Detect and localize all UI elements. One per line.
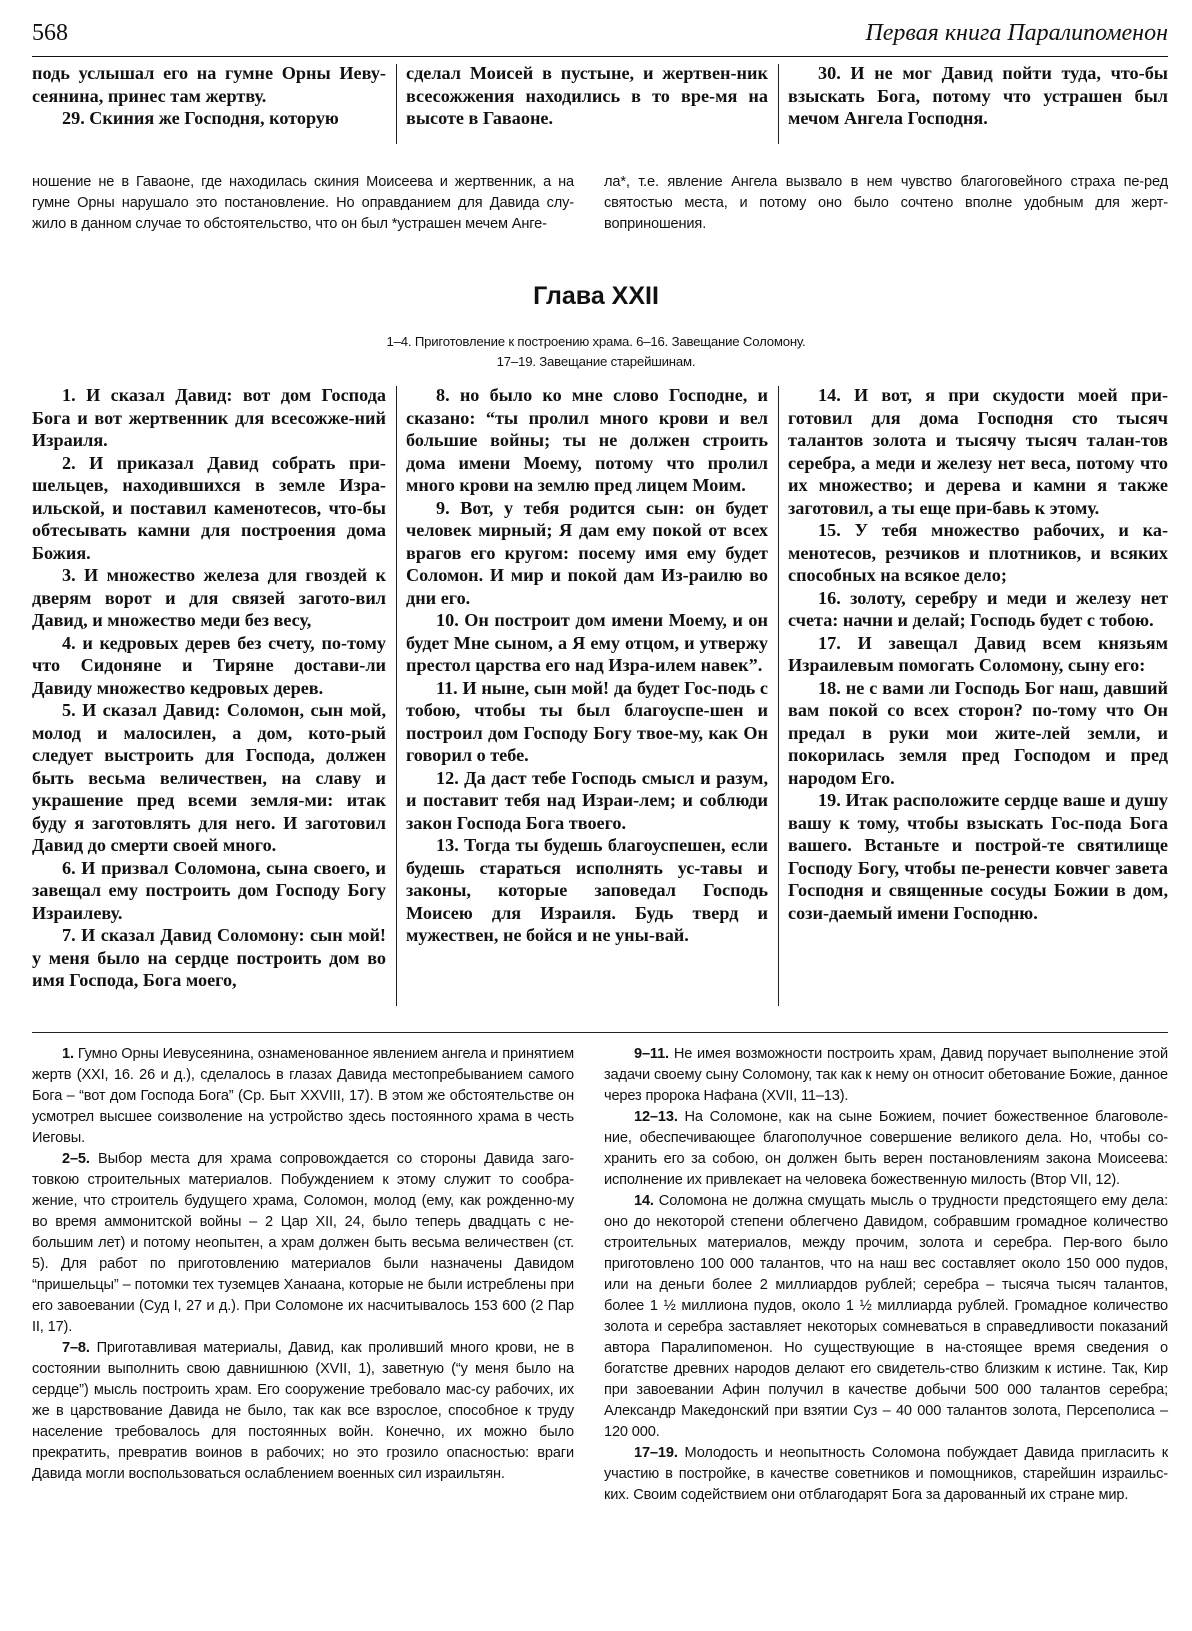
top-commentary-left [32,172,574,235]
verse: 17. И завещал Давид всем князьям Израилевым помогать Соломону, сыну его: [788,632,1168,675]
verse: 4. и кедровых дерев без счету, по-тому что Сидоняне и Тиряне достави-ли Давиду множество кедровых дерев. [32,632,386,698]
chapter-summary-line: 17–19. Завещание старейшинам. [496,354,696,369]
verse: 7. И сказал Давид Соломону: сын мой! у меня было на сердце построить дом во имя Господа, Бога моего, [32,925,386,990]
verse: 1. И сказал Давид: вот дом Господа Бога и вот жертвенник для всесожже-ний Израиля. [32,385,386,450]
verse-text: подь услышал его на гумне Орны Иеву-сеянина, принес там жертву. [32,63,386,106]
verse: 8. но было ко мне слово Господне, и сказано: “ты пролил много крови и вел большие войны; ты не должен строить дома имени Моему, потому что пролил много крови на землю пред лицем Моим. [406,385,768,495]
footnote-separator [32,1032,1168,1033]
verse: 12. Да даст тебе Господь смысл и разум, и поставит тебя над Израи-лем; и соблюди закон Господа Бога твоего. [406,767,768,833]
verse-text: 29. Скиния же Господня, которую [62,108,339,128]
commentary-note [604,1191,1168,1443]
commentary-text: На Соломоне, как на сыне Божием, почиет божественное благоволе-ние, обеспечивающее благополучное совершение великого дела. Но, чтобы со-хранить его за собою, он должен быть верен постановлениям закона Моисеева: исполнение их привлекает на человека божественную милость (Втор VII, 12). [604,1109,1168,1188]
commentary-text: Соломона не должна смущать мысль о трудности предстоящего ему дела: оно до некоторой степени облегчено Давидом, собравшим громадное количество строительных материалов, между прочим, золота и серебра. Пер-вого было приготовлено 100 000 талантов, что на наш вес составляет около 150 000 пудов, или на деньги более 2 миллиардов рублей; серебра – тысяча тысяч талантов, более 1 ½ миллиона пудов, около 1 ½ миллиарда рублей. Громадное количество золота и серебра заставляет некоторых сомневаться в справедливости показаний автора Паралипоменон. Но существующие в на-стоящее время сведения о богатстве древних народов делают его свидетель-ство близким к истине. Так, Кир при завоевании Афин получил в качестве добычи 500 000 талантов серебра; Александр Македонский при взятии Суз – 40 000 талантов золота, Персеполиса – 120 000. [604,1193,1168,1440]
commentary-ref: 12–13. [634,1109,678,1125]
top-verses-col3 [788,62,1168,130]
column-rule [778,386,779,1006]
chapter-summary-line: 1–4. Приготовление к построению храма. 6–16. Завещание Соломону. [386,334,806,349]
verse: 2. И приказал Давид собрать при-шельцев, находившихся в земле Изра-ильской, и поставил каменотесов, что-бы обтесывать камни для построения дома Божия. [32,452,386,563]
verse: 9. Вот, у тебя родится сын: он будет человек мирный; Я дам ему покой от всех врагов его кругом: посему имя ему будет Соломон. И мир и покой дам Из-раилю во дни его. [406,497,768,608]
verse: 6. И призвал Соломона, сына своего, и завещал ему построить дом Господу Богу Израилеву. [32,857,386,923]
verse: 3. И множество железа для гвоздей к дверям ворот и для связей загото-вил Давид, и множество меди без весу, [32,565,386,630]
commentary-note [32,1149,574,1338]
verse: 10. Он построит дом имени Моему, и он будет Мне сыном, а Я ему отцом, и утвержу престол царства его над Изра-илем навек”. [406,610,768,675]
commentary-note [32,1044,574,1149]
commentary-note [32,1338,574,1485]
commentary-left [32,1044,574,1485]
commentary-ref: 1. [62,1046,74,1062]
commentary-text: Молодость и неопытность Соломона побуждает Давида пригласить к участию в постройке, в качестве советников и помощников, старейшин израильс-ких. Своим содействием они отблагодарят Бога за дарованный их стране мир. [604,1445,1168,1503]
commentary-ref: 14. [634,1193,654,1209]
verse-text: 30. И не мог Давид пойти туда, что-бы взыскать Бога, потому что устрашен был мечом Ангела Господня. [788,63,1168,128]
verses-col2 [406,384,768,947]
top-verses-col2 [406,62,768,130]
top-verses-col1 [32,62,386,130]
verse: 5. И сказал Давид: Соломон, сын мой, молод и малосилен, а дом, кото-рый следует выстроить для Господа, должен быть весьма величествен, на славу и украшение пред всеми земля-ми: итак буду я заготовлять для него. И заготовил Давид до смерти своей много. [32,700,386,855]
verse: 14. И вот, я при скудости моей при-готовил для дома Господня сто тысяч талантов золота и тысячу тысяч талан-тов серебра, а меди и железу нет веса, потому что их множество; и дерева и камни я также заготовил, а ты еще при-бавь к этому. [788,385,1168,518]
verses-col1 [32,384,386,992]
verses-col3 [788,384,1168,924]
verse: 15. У тебя множество рабочих, и ка-менотесов, резчиков и плотников, и всяких способных на всякое дело; [788,520,1168,585]
commentary-text: ла*, т.е. явление Ангела вызвало в нем чувство благоговейного страха пе-ред святостью места, и потому оно было сочтено вполне удобным для жерт-воприношения. [604,174,1168,232]
top-commentary-right [604,172,1168,235]
commentary-right [604,1044,1168,1506]
column-rule [396,64,397,144]
page-header [32,14,1168,57]
verse: 16. золоту, серебру и меди и железу нет счета: начни и делай; Господь будет с тобою. [788,587,1168,630]
column-rule [778,64,779,144]
verse: 19. Итак расположите сердце ваше и душу вашу к тому, чтобы взыскать Гос-пода Бога вашего. Встаньте и построй-те святилище Господу Богу, чтобы пе-ренести ковчег завета Господня и священные сосуды Божии в дом, сози-даемый имени Господню. [788,790,1168,923]
commentary-text: Не имея возможности построить храм, Давид поручает выполнение этой задачи своему сыну Соломону, так как к нему он относит обетование Божие, данное через пророка Нафана (XVII, 11–13). [604,1046,1168,1104]
commentary-ref: 7–8. [62,1340,90,1356]
commentary-note [604,1443,1168,1506]
commentary-text: Приготавливая материалы, Давид, как проливший много крови, не в состоянии выполнить свою давнишнюю (XVII, 1), заветную (“у меня было на сердце”) мысль построить храм. Его сооружение требовало мас-су рабочих, их же в царствование Давида не было, так как все взрослое, способное к труду население требовалось для постоянных войн. Конечно, их можно было прекратить, превратив воинов в рабочих; но это грозило опасностью: враги Давида могли воспользоваться ослаблением военных сил израильтян. [32,1340,574,1482]
chapter-summary [0,332,1192,372]
commentary-ref: 9–11. [634,1046,669,1062]
column-rule [396,386,397,1006]
commentary-note [604,1107,1168,1191]
commentary-text: Гумно Орны Иевусеянина, ознаменованное явлением ангела и принятием жертв (XXI, 16. 26 и д.), сделалось в глазах Давида местопребыванием самого Бога – “вот дом Господа Бога” (Ср. Быт XXVIII, 17). В этом же обстоятельстве он усмотрел высшее соизволение на устройство здесь постоянного храма в честь Иеговы. [32,1046,574,1146]
commentary-note [604,1044,1168,1107]
verse: 18. не с вами ли Господь Бог наш, давший вам покой со всех сторон? по-тому что Он предал в руки мои жите-лей земли, и покорилась земля пред Господом и пред народом Его. [788,677,1168,788]
commentary-ref: 2–5. [62,1151,90,1167]
chapter-title: Глава XXII [533,282,659,310]
commentary-ref: 17–19. [634,1445,678,1461]
verse: 13. Тогда ты будешь благоуспешен, если будешь стараться исполнять ус-тавы и законы, которые заповедал Господь Моисею для Израиля. Будь тверд и мужествен, не бойся и не уны-вай. [406,835,768,945]
running-title: Первая книга Паралипоменон [865,20,1168,46]
verse-text: сделал Моисей в пустыне, и жертвен-ник всесожжения находились в то вре-мя на высоте в Гаваоне. [406,63,768,128]
verse: 11. И ныне, сын мой! да будет Гос-подь с тобою, чтобы ты был благоуспе-шен и построил дом Господу Богу твое-му, как Он говорил о тебе. [406,677,768,765]
commentary-text: Выбор места для храма сопровождается со стороны Давида заго-товкою строительных материалов. Побуждением к этому служит то сообра-жение, что строитель будущего храма, Соломон, молод (ему, как рожденно-му во время аммонитской войны – 2 Цар XII, 24, было теперь двадцать с не-большим лет) и потому неопытен, а храм должен быть весьма величествен (ст. 5). Для работ по приготовлению материалов были назначены Давидом “пришельцы” – потомки тех туземцев Ханаана, которые не были истреблены при его завоевании (Суд I, 27 и д.). При Соломоне их насчитывалось 153 600 (2 Пар II, 17). [32,1151,574,1335]
page-number: 568 [32,20,68,46]
commentary-text: ношение не в Гаваоне, где находилась скиния Моисеева и жертвенник, а на гумне Орны нарушало это постановление. Но оправданием для Давида слу-жило в данном случае то обстоятельство, что он был *устрашен мечем Анге- [32,174,574,232]
